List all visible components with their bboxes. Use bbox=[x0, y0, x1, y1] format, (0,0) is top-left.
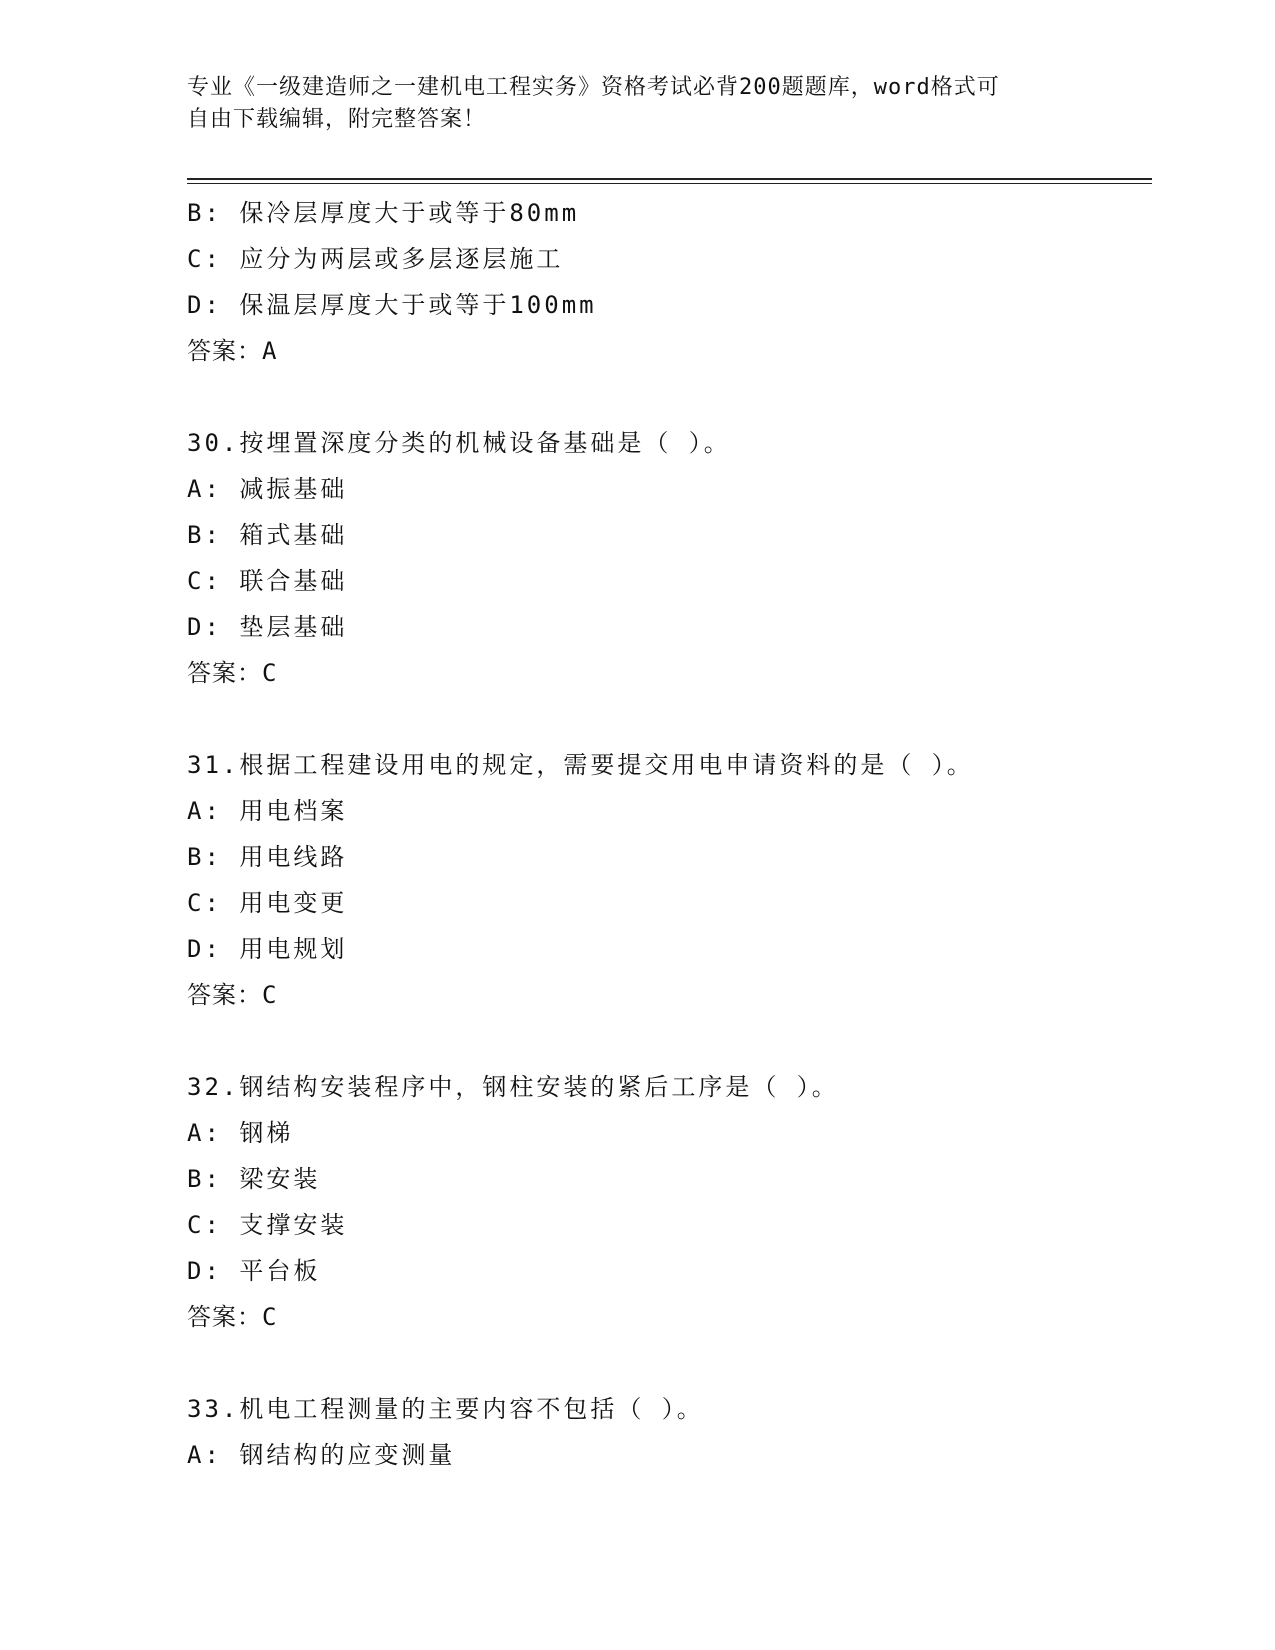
spacer bbox=[187, 1340, 1147, 1386]
answer-line: 答案：A bbox=[187, 337, 278, 365]
option-a: A: 减振基础 bbox=[187, 475, 348, 503]
option-a: A: 钢结构的应变测量 bbox=[187, 1441, 456, 1469]
option-a: A: 钢梯 bbox=[187, 1119, 294, 1147]
question-block-31 bbox=[187, 742, 1147, 1018]
document-header bbox=[187, 72, 1067, 136]
option-b: B: 用电线路 bbox=[187, 843, 348, 871]
option-b: B: 梁安装 bbox=[187, 1165, 321, 1193]
question-stem: 33.机电工程测量的主要内容不包括（ ）。 bbox=[187, 1395, 704, 1423]
option-a: A: 用电档案 bbox=[187, 797, 348, 825]
answer-line: 答案：C bbox=[187, 659, 278, 687]
question-block-29 bbox=[187, 190, 1147, 374]
question-block-33 bbox=[187, 1386, 1147, 1478]
question-block-30 bbox=[187, 420, 1147, 696]
header-title-line-2: 自由下载编辑，附完整答案！ bbox=[187, 107, 487, 132]
answer-line: 答案：C bbox=[187, 981, 278, 1009]
option-c: C: 用电变更 bbox=[187, 889, 348, 917]
option-b: B: 保冷层厚度大于或等于80mm bbox=[187, 199, 580, 227]
spacer bbox=[187, 374, 1147, 420]
question-stem: 32.钢结构安装程序中，钢柱安装的紧后工序是（ ）。 bbox=[187, 1073, 839, 1101]
header-divider-thick bbox=[187, 178, 1152, 180]
question-block-32 bbox=[187, 1064, 1147, 1340]
option-b: B: 箱式基础 bbox=[187, 521, 348, 549]
question-stem: 30.按埋置深度分类的机械设备基础是（ ）。 bbox=[187, 429, 731, 457]
option-d: D: 用电规划 bbox=[187, 935, 348, 963]
option-d: D: 平台板 bbox=[187, 1257, 321, 1285]
answer-line: 答案：C bbox=[187, 1303, 278, 1331]
header-divider-thin bbox=[187, 183, 1152, 184]
option-d: D: 保温层厚度大于或等于100mm bbox=[187, 291, 597, 319]
header-title-line-1: 专业《一级建造师之一建机电工程实务》资格考试必背200题题库，word格式可 bbox=[187, 75, 1000, 100]
question-list bbox=[187, 190, 1147, 1478]
option-c: C: 支撑安装 bbox=[187, 1211, 348, 1239]
option-c: C: 应分为两层或多层逐层施工 bbox=[187, 245, 564, 273]
spacer bbox=[187, 1018, 1147, 1064]
option-c: C: 联合基础 bbox=[187, 567, 348, 595]
spacer bbox=[187, 696, 1147, 742]
option-d: D: 垫层基础 bbox=[187, 613, 348, 641]
question-stem: 31.根据工程建设用电的规定，需要提交用电申请资料的是（ ）。 bbox=[187, 751, 974, 779]
